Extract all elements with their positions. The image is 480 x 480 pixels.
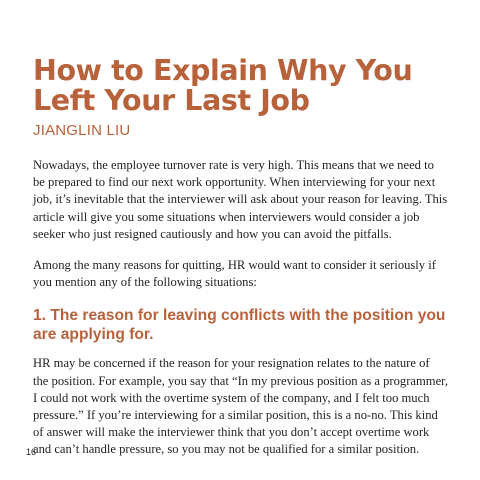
section-body-paragraph: HR may be concerned if the reason for your resignation relates to the nature of the position. For example, you say that “In my previous position as a programmer, I could not work with the overtime system of the company, and I felt too much pressure.” If you’re interviewing for a similar position, this is a no-no. This kind of answer will make the interviewer think that you don’t accept overtime work and can’t handle pressure, so you may not be qualified for a similar position.: [33, 356, 449, 457]
page-number: 16: [26, 447, 37, 457]
article-title: How to Explain Why You Left Your Last Job: [33, 54, 413, 117]
article-author: JIANGLIN LIU: [33, 122, 131, 139]
intro-paragraph: Nowadays, the employee turnover rate is very high. This means that we need to be prepared to find our next work opportunity. When interviewing for your next job, it’s inevitable that the interviewer will ask about your reason for leaving. This article will give you some situations when interviewers would consider a job seeker who just resigned cautiously and how you can avoid the pitfalls.: [33, 158, 448, 241]
reasons-paragraph: Among the many reasons for quitting, HR would want to consider it seriously if you mention any of the following situations:: [33, 258, 436, 290]
section-heading: 1. The reason for leaving conflicts with the position you are applying for.: [33, 307, 446, 344]
article: [33, 56, 448, 459]
